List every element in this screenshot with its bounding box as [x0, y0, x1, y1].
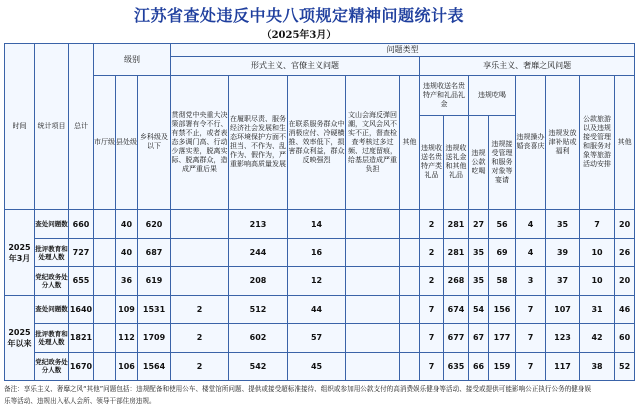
table-cell: 56 [489, 210, 516, 238]
header-hedonism: 享乐主义、奢靡之风问题 [420, 56, 635, 75]
table-cell: 1670 [69, 352, 94, 381]
table-cell: 26 [615, 238, 635, 266]
table-cell: 1564 [138, 352, 171, 381]
row-label: 批评教育和处理人数 [35, 324, 69, 352]
table-cell: 40 [116, 210, 138, 238]
header-eat-banquet: 违规接受管理和服务对象等宴请 [489, 115, 516, 210]
table-cell: 66 [469, 352, 489, 381]
row-label: 查处问题数 [35, 210, 69, 238]
table-cell: 20 [615, 267, 635, 295]
table-cell: 7 [420, 352, 444, 381]
table-cell: 42 [580, 324, 615, 352]
table-cell: 7 [420, 295, 444, 323]
table-cell: 1640 [69, 295, 94, 323]
table-cell: 45 [288, 352, 346, 381]
table-cell: 7 [580, 210, 615, 238]
table-cell: 35 [469, 267, 489, 295]
table-cell: 20 [615, 210, 635, 238]
header-travel: 公款旅游以及违规接受管理和服务对象等旅游活动安排 [580, 75, 615, 210]
table-cell: 727 [69, 238, 94, 266]
table-cell [94, 210, 116, 238]
table-cell [400, 210, 420, 238]
table-row [5, 267, 635, 295]
table-cell: 57 [288, 324, 346, 352]
statistics-table [4, 43, 635, 381]
row-label: 查处问题数 [35, 295, 69, 323]
header-eat-group: 违规吃喝 [469, 75, 516, 115]
header-gift-money: 违规收送礼金和其他礼品 [444, 115, 469, 210]
table-cell [94, 238, 116, 266]
table-cell: 4 [516, 238, 546, 266]
table-cell: 58 [489, 267, 516, 295]
table-cell: 107 [546, 295, 580, 323]
table-cell: 7 [516, 324, 546, 352]
table-cell [400, 352, 420, 381]
row-label: 批评教育和处理人数 [35, 238, 69, 266]
table-cell: 660 [69, 210, 94, 238]
table-cell: 39 [546, 238, 580, 266]
table-cell [400, 238, 420, 266]
table-cell: 106 [116, 352, 138, 381]
table-cell: 27 [469, 210, 489, 238]
table-cell: 159 [489, 352, 516, 381]
table-cell: 10 [580, 238, 615, 266]
table-cell: 46 [615, 295, 635, 323]
table-cell [171, 238, 229, 266]
table-cell: 117 [546, 352, 580, 381]
header-stat-item: 统计项目 [35, 44, 69, 210]
table-cell: 213 [229, 210, 288, 238]
table-cell: 620 [138, 210, 171, 238]
table-cell: 677 [444, 324, 469, 352]
table-cell: 2 [420, 210, 444, 238]
header-formalism-other: 其他 [400, 75, 420, 210]
header-time: 时间 [5, 44, 35, 210]
table-row [5, 295, 635, 323]
table-cell [346, 210, 400, 238]
table-cell: 2 [420, 238, 444, 266]
table-cell [400, 267, 420, 295]
table-cell: 268 [444, 267, 469, 295]
table-row [5, 352, 635, 381]
table-cell [94, 324, 116, 352]
table-cell [346, 238, 400, 266]
table-cell: 12 [288, 267, 346, 295]
table-cell [94, 295, 116, 323]
table-cell: 2 [171, 295, 229, 323]
header-level-city: 市厅级 [94, 75, 116, 210]
table-cell: 542 [229, 352, 288, 381]
table-cell: 2 [171, 324, 229, 352]
table-cell: 40 [116, 238, 138, 266]
table-cell [400, 324, 420, 352]
period-label: 2025年以来 [5, 295, 35, 380]
table-cell: 655 [69, 267, 94, 295]
header-level-township: 乡科级及以下 [138, 75, 171, 210]
header-wedding: 违规操办婚丧喜庆 [516, 75, 546, 210]
row-label: 党纪政务处分人数 [35, 352, 69, 381]
table-row [5, 210, 635, 238]
table-cell: 619 [138, 267, 171, 295]
table-cell: 37 [546, 267, 580, 295]
header-total: 总计 [69, 44, 94, 210]
table-row [5, 324, 635, 352]
table-cell: 7 [420, 324, 444, 352]
table-cell: 177 [489, 324, 516, 352]
table-cell: 67 [469, 324, 489, 352]
header-level-county: 县处级 [116, 75, 138, 210]
table-cell: 1821 [69, 324, 94, 352]
page-title: 江苏省查处违反中央八项规定精神问题统计表 [133, 6, 464, 25]
table-cell: 123 [546, 324, 580, 352]
table-cell: 687 [138, 238, 171, 266]
table-cell: 602 [229, 324, 288, 352]
table-cell: 281 [444, 210, 469, 238]
table-cell: 156 [489, 295, 516, 323]
table-cell: 7 [516, 352, 546, 381]
header-gift-group: 违规收送名贵特产和礼品礼金 [420, 75, 469, 115]
table-row [5, 238, 635, 266]
table-cell: 35 [546, 210, 580, 238]
table-cell [400, 295, 420, 323]
table-cell: 38 [580, 352, 615, 381]
table-cell: 2 [420, 267, 444, 295]
table-cell: 54 [469, 295, 489, 323]
table-cell [346, 295, 400, 323]
table-cell [94, 352, 116, 381]
table-cell [94, 267, 116, 295]
row-label: 党纪政务处分人数 [35, 267, 69, 295]
table-cell: 208 [229, 267, 288, 295]
table-cell: 674 [444, 295, 469, 323]
table-cell: 10 [580, 267, 615, 295]
table-cell: 69 [489, 238, 516, 266]
table-cell [171, 267, 229, 295]
table-cell: 1709 [138, 324, 171, 352]
period-label: 2025年3月 [5, 210, 35, 295]
table-cell: 281 [444, 238, 469, 266]
header-formalism: 形式主义、官僚主义问题 [171, 56, 420, 75]
table-cell: 44 [288, 295, 346, 323]
page-subtitle: （2025年3月） [261, 30, 337, 41]
table-cell [346, 324, 400, 352]
table-cell [346, 352, 400, 381]
table-cell: 244 [229, 238, 288, 266]
table-cell: 7 [516, 295, 546, 323]
header-formalism-4: 文山会海反弹回潮，文风会风不实不正，督查检查考核过多过频、过度留痕，给基层造成严重负担 [346, 75, 400, 210]
header-problem-type: 问题类型 [171, 44, 635, 57]
table-cell [171, 210, 229, 238]
table-cell: 14 [288, 210, 346, 238]
table-cell: 36 [116, 267, 138, 295]
table-cell: 112 [116, 324, 138, 352]
header-gift-specialty: 违规收送名贵特产类礼品 [420, 115, 444, 210]
table-cell: 4 [516, 210, 546, 238]
header-formalism-1: 贯彻党中央重大决策部署有令不行、有禁不止，或者表态多调门高、行动少落实差，脱离实际、脱离群众，造成严重后果 [171, 75, 229, 210]
table-body [5, 210, 635, 381]
table-cell: 35 [469, 238, 489, 266]
header-hedonism-other: 其他 [615, 75, 635, 210]
table-cell [346, 267, 400, 295]
table-cell: 512 [229, 295, 288, 323]
table-cell: 3 [516, 267, 546, 295]
header-formalism-3: 在联系服务群众中消极应付、冷硬横推、效率低下，损害群众利益，群众反映强烈 [288, 75, 346, 210]
table-cell: 1531 [138, 295, 171, 323]
header-eat-public: 违规公款吃喝 [469, 115, 489, 210]
header-level: 级别 [94, 44, 171, 76]
table-cell: 60 [615, 324, 635, 352]
header-subsidy: 违规发放津补贴或福利 [546, 75, 580, 210]
table-cell: 52 [615, 352, 635, 381]
footnote: 备注：享乐主义、奢靡之风“其他”问题包括：违规配备和使用公车、楼堂馆所问题、提供或接受超标准接待、组织或参加用公款支付的高消费娱乐健身等活动、接受或提供可能影响公正执行公务的健身娱乐等活动、违规出入私人会所、领导干部住房违规。 [4, 385, 592, 405]
table-cell: 635 [444, 352, 469, 381]
table-cell: 109 [116, 295, 138, 323]
header-formalism-2: 在履职尽责、服务经济社会发展和生态环境保护方面不担当、不作为、乱作为、假作为，严重影响高质量发展 [229, 75, 288, 210]
table-cell: 16 [288, 238, 346, 266]
table-cell: 31 [580, 295, 615, 323]
table-cell: 2 [171, 352, 229, 381]
